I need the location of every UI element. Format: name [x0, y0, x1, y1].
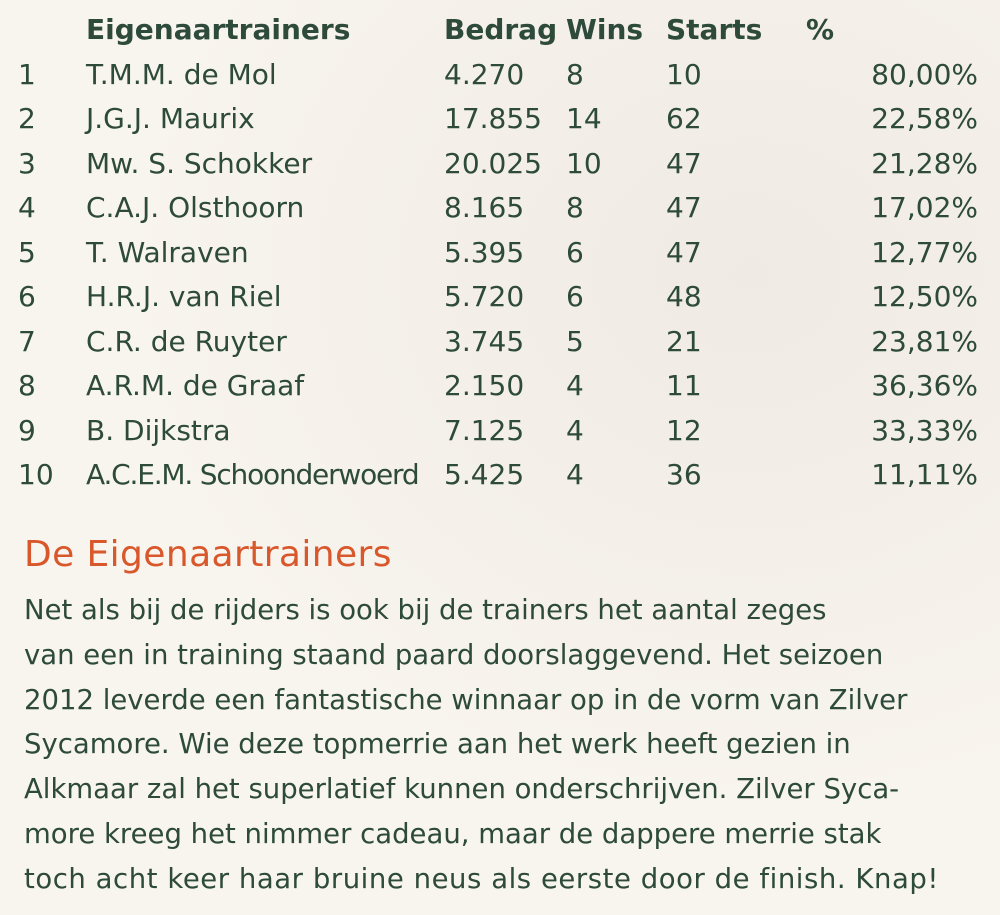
amount-cell: 4.270 — [444, 57, 525, 91]
trainer-standings-table — [18, 8, 978, 498]
pct-cell: 22,58% — [871, 102, 978, 135]
header-rank — [18, 8, 86, 53]
starts-cell: 47 — [666, 146, 702, 180]
table-row — [18, 186, 978, 231]
article-line: Sycamore. Wie deze topmerrie aan het werk heeft gezien in — [24, 728, 851, 761]
starts-cell: 12 — [666, 413, 702, 447]
rank-cell: 5 — [18, 235, 36, 269]
table-row — [18, 231, 978, 276]
header-wins: Wins — [566, 13, 644, 46]
amount-cell: 5.425 — [444, 458, 525, 491]
name-cell: C.A.J. Olsthoorn — [86, 191, 305, 224]
rank-cell: 1 — [18, 57, 36, 91]
name-cell: C.R. de Ruyter — [86, 324, 287, 358]
pct-cell: 11,11% — [871, 458, 978, 491]
name-cell: B. Dijkstra — [86, 413, 231, 447]
table-row — [18, 142, 978, 187]
wins-cell: 4 — [566, 369, 584, 402]
wins-cell: 5 — [566, 324, 584, 358]
article-line: van een in training staand paard doorslaggevend. Het seizoen — [24, 638, 884, 671]
table-row — [18, 409, 978, 454]
wins-cell: 14 — [566, 102, 602, 135]
article-line: toch acht keer haar bruine neus als eerste door de finish. Knap! — [24, 862, 939, 895]
pct-cell: 36,36% — [871, 369, 978, 402]
header-pct: % — [806, 13, 835, 46]
amount-cell: 20.025 — [444, 146, 542, 180]
pct-cell: 33,33% — [871, 413, 978, 447]
table-header-row — [18, 8, 978, 53]
wins-cell: 8 — [566, 191, 584, 224]
rank-cell: 6 — [18, 280, 36, 313]
name-cell: Mw. S. Schokker — [86, 146, 313, 180]
starts-cell: 36 — [666, 458, 702, 491]
starts-cell: 62 — [666, 102, 702, 135]
rank-cell: 9 — [18, 413, 36, 447]
amount-cell: 3.745 — [444, 324, 525, 358]
table-row — [18, 53, 978, 98]
pct-cell: 80,00% — [871, 57, 978, 91]
amount-cell: 8.165 — [444, 191, 525, 224]
wins-cell: 10 — [566, 146, 602, 180]
starts-cell: 21 — [666, 324, 702, 358]
article-line: Alkmaar zal het superlatief kunnen onderschrijven. Zilver Syca- — [24, 773, 900, 806]
amount-cell: 17.855 — [444, 102, 542, 135]
amount-cell: 5.395 — [444, 235, 525, 269]
rank-cell: 4 — [18, 191, 36, 224]
pct-cell: 23,81% — [871, 324, 978, 358]
starts-cell: 10 — [666, 57, 702, 91]
article-line: 2012 leverde een fantastische winnaar op in de vorm van Zilver — [24, 683, 908, 716]
name-cell: T.M.M. de Mol — [86, 57, 277, 91]
table-row — [18, 453, 978, 498]
article-line: Net als bij de rijders is ook bij de trainers het aantal zeges — [24, 594, 827, 626]
header-name: Eigenaartrainers — [86, 13, 351, 46]
table-row — [18, 364, 978, 409]
article-body — [24, 588, 984, 902]
wins-cell: 6 — [566, 235, 584, 269]
pct-cell: 12,50% — [871, 280, 978, 313]
name-cell: A.C.E.M. Schoonderwoerd — [86, 458, 419, 491]
pct-cell: 21,28% — [871, 146, 978, 180]
header-amount: Bedrag — [444, 13, 558, 46]
starts-cell: 47 — [666, 235, 702, 269]
amount-cell: 5.720 — [444, 280, 525, 313]
name-cell: A.R.M. de Graaf — [86, 369, 305, 402]
table-row — [18, 275, 978, 320]
starts-cell: 48 — [666, 280, 702, 313]
article-line: more kreeg het nimmer cadeau, maar de dappere merrie stak — [24, 817, 882, 850]
rank-cell: 7 — [18, 324, 36, 358]
rank-cell: 10 — [18, 458, 54, 491]
name-cell: J.G.J. Maurix — [86, 102, 255, 135]
rank-cell: 3 — [18, 146, 36, 180]
table-row — [18, 320, 978, 365]
article-title: De Eigenaartrainers — [24, 534, 392, 575]
wins-cell: 8 — [566, 57, 584, 91]
wins-cell: 4 — [566, 458, 584, 491]
wins-cell: 4 — [566, 413, 584, 447]
name-cell: T. Walraven — [86, 235, 249, 269]
wins-cell: 6 — [566, 280, 584, 313]
starts-cell: 11 — [666, 369, 702, 402]
pct-cell: 17,02% — [871, 191, 978, 224]
pct-cell: 12,77% — [871, 235, 978, 269]
amount-cell: 7.125 — [444, 413, 525, 447]
amount-cell: 2.150 — [444, 369, 525, 402]
header-starts: Starts — [666, 13, 763, 46]
table-row — [18, 97, 978, 142]
rank-cell: 8 — [18, 369, 36, 402]
starts-cell: 47 — [666, 191, 702, 224]
rank-cell: 2 — [18, 102, 36, 135]
name-cell: H.R.J. van Riel — [86, 280, 282, 313]
